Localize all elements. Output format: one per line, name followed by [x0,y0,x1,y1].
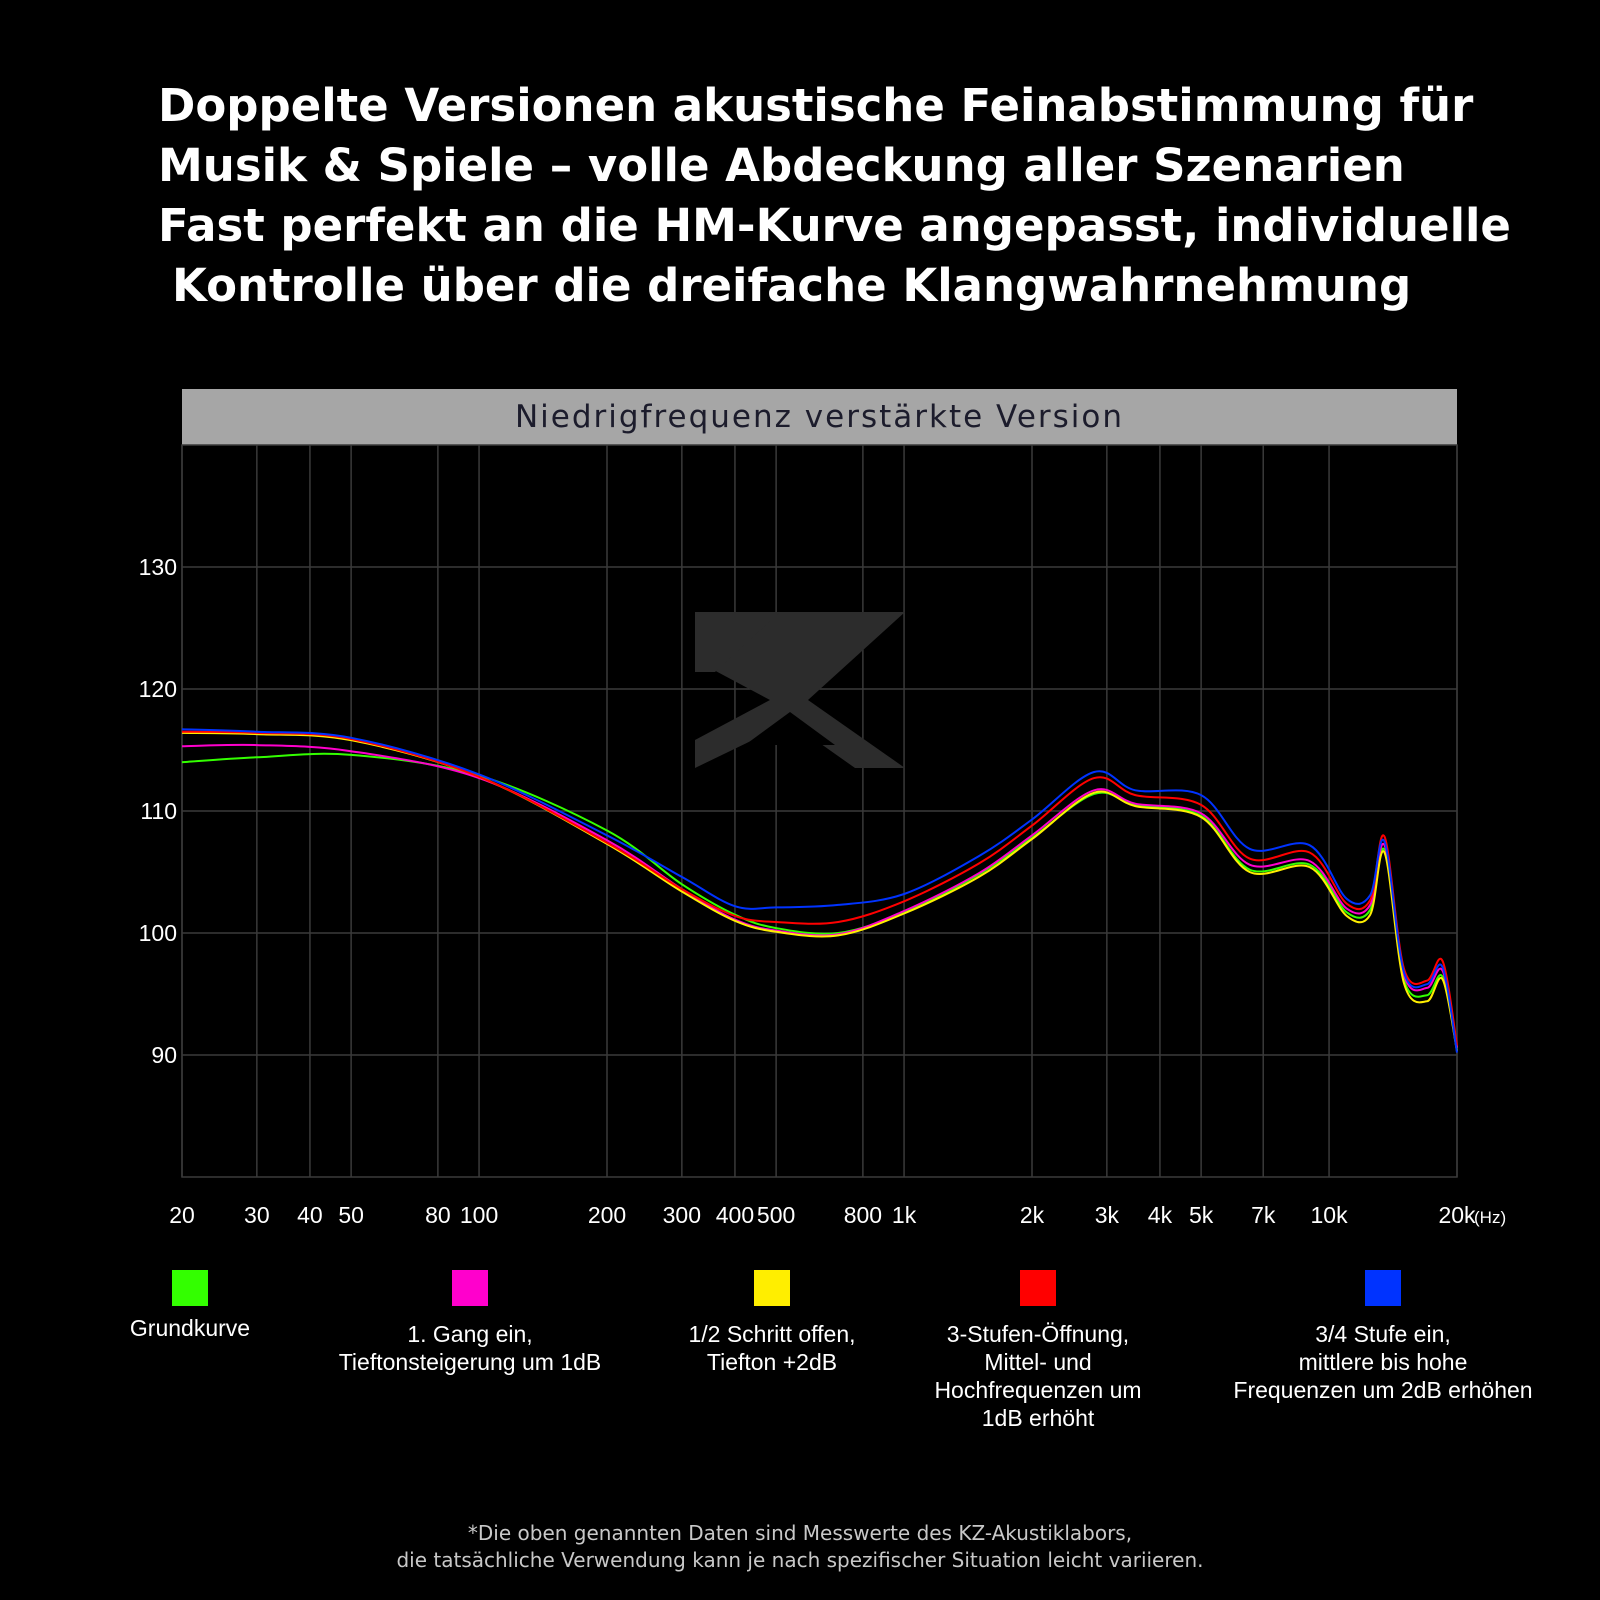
chart-grid [182,445,1457,1177]
chart-title: Niedrigfrequenz verstärkte Version [182,389,1457,445]
legend-item-2 [310,1270,630,1376]
x-tick-label: 7k [1251,1202,1276,1228]
x-tick-label: 30 [244,1202,270,1228]
x-tick-label: 50 [338,1202,364,1228]
x-tick-label: 20k [1438,1202,1476,1228]
kz-logo-watermark [695,612,905,768]
x-tick-label: 20 [169,1202,195,1228]
x-tick-label: 3k [1094,1202,1119,1228]
series-line-5 [182,729,1457,1052]
series-line-3 [182,733,1457,1051]
legend-item-4 [878,1270,1198,1432]
series-line-2 [182,745,1457,1048]
legend-label: 1/2 Schritt offen, Tiefton +2dB [688,1321,856,1375]
y-tick-label: 90 [151,1042,177,1068]
legend-item-1 [30,1270,350,1342]
x-unit-label: (Hz) [1474,1208,1507,1227]
x-tick-label: 100 [459,1202,499,1228]
x-tick-label: 400 [715,1202,755,1228]
legend-label: 3-Stufen-Öffnung, Mittel- und Hochfrequenzen um 1dB erhöht [934,1321,1142,1431]
legend [0,1270,1600,1450]
x-tick-label: 800 [843,1202,883,1228]
footnote-line-2: die tatsächliche Verwendung kann je nach spezifischer Situation leicht variieren. [396,1548,1204,1572]
y-tick-label: 100 [138,920,177,946]
series-lines [182,729,1457,1052]
series-line-1 [182,754,1457,1050]
x-tick-label: 1k [891,1202,917,1228]
x-tick-label: 5k [1188,1202,1214,1228]
legend-label: 3/4 Stufe ein, mittlere bis hohe Frequenzen um 2dB erhöhen [1233,1321,1533,1403]
x-tick-label: 200 [587,1202,627,1228]
series-line-4 [182,732,1457,1045]
x-tick-label: 40 [297,1202,323,1228]
y-tick-label: 120 [138,676,177,702]
x-tick-label: 4k [1147,1202,1173,1228]
x-tick-label: 500 [756,1202,796,1228]
legend-swatch [1020,1270,1056,1306]
legend-swatch [754,1270,790,1306]
x-tick-label: 300 [662,1202,702,1228]
legend-item-5 [1223,1270,1543,1404]
y-tick-label: 110 [140,798,177,824]
legend-label: Grundkurve [129,1315,251,1341]
footnote-line-1: *Die oben genannten Daten sind Messwerte des KZ-Akustiklabors, [467,1521,1133,1545]
legend-swatch [172,1270,208,1306]
x-tick-label: 10k [1310,1202,1348,1228]
y-tick-label: 130 [138,554,177,580]
x-tick-label: 80 [425,1202,451,1228]
legend-label: 1. Gang ein, Tieftonsteigerung um 1dB [338,1321,602,1375]
x-tick-label: 2k [1019,1202,1045,1228]
headline-line-4: Kontrolle über die dreifache Klangwahrnehmung [172,259,1412,312]
headline-line-2: Musik & Spiele – volle Abdeckung aller Szenarien [158,139,1405,192]
headline-line-1: Doppelte Versionen akustische Feinabstimmung für [158,79,1474,132]
legend-swatch [1365,1270,1401,1306]
legend-swatch [452,1270,488,1306]
footnote [0,1520,1600,1574]
headline-line-3: Fast perfekt an die HM-Kurve angepasst, individuelle [158,199,1511,252]
